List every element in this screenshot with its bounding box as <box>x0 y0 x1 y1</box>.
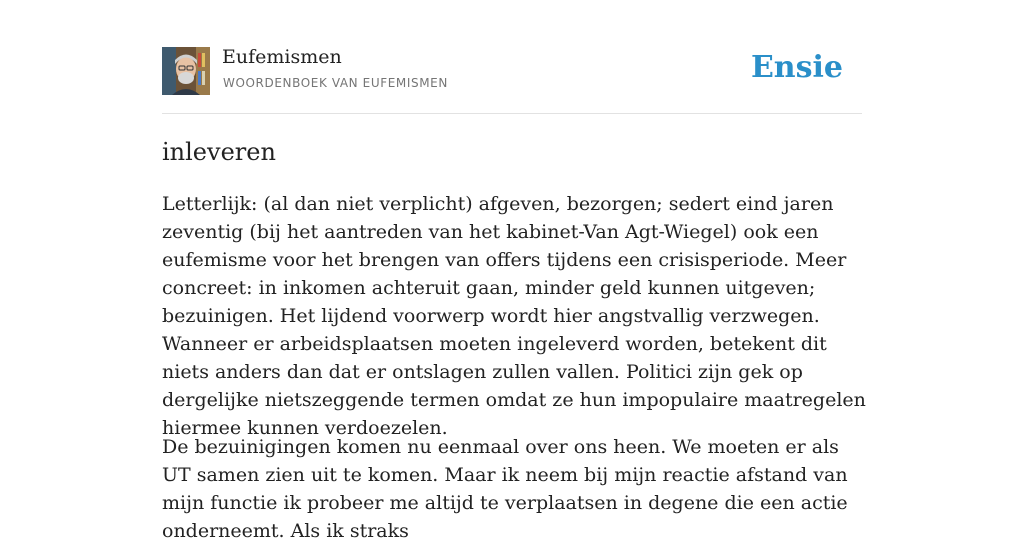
blog-header <box>162 0 862 114</box>
blog-title-link[interactable]: Eufemismen <box>222 46 342 68</box>
author-avatar[interactable] <box>162 47 210 95</box>
entry-title: inleveren <box>162 138 276 166</box>
page-container <box>162 0 866 542</box>
entry-definition: Letterlijk: (al dan niet verplicht) afgeven, bezorgen; sedert eind jaren zeventig (bij het aantreden van het kabinet-Van Agt-Wiegel) ook een eufemisme voor het brengen van offers tijdens een crisisperiode. Meer concreet: in inkomen achteruit gaan, minder geld kunnen uitgeven; bezuinigen. Het lijdend voorwerp wordt hier angstvallig verzwegen. Wanneer er arbeidsplaatsen moeten ingeleverd worden, betekent dit niets anders dan dat er ontslagen zullen vallen. Politici zijn gek op dergelijke nietszeggende termen omdat ze hun impopulaire maatregelen hiermee kunnen verdoezelen. <box>162 193 866 439</box>
entry-example: De bezuinigingen komen nu eenmaal over ons heen. We moeten er als UT samen zien uit te komen. Maar ik neem bij mijn reactie afstand van mijn functie ik probeer me altijd te verplaatsen in degene die een actie onderneemt. Als ik straks <box>162 436 848 542</box>
ensie-logo[interactable]: Ensie <box>750 50 843 85</box>
author-portrait-icon <box>162 47 210 95</box>
blog-subtitle: WOORDENBOEK VAN EUFEMISMEN <box>223 76 448 90</box>
